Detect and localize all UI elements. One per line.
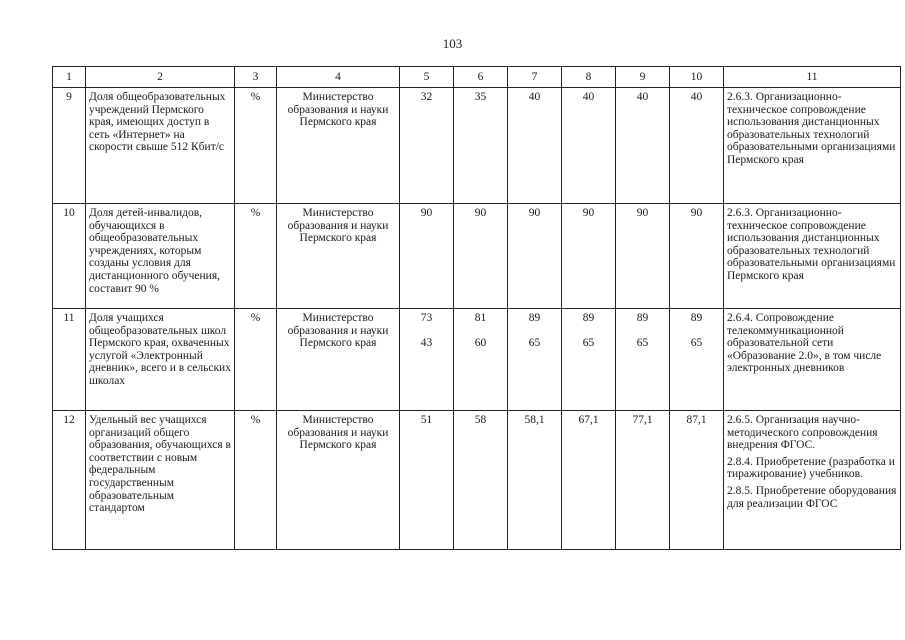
header-cell: 6 (454, 67, 508, 88)
value-rural: 60 (474, 336, 487, 349)
value-cell (400, 88, 454, 204)
table-row (53, 309, 901, 411)
value: 90 (420, 207, 433, 219)
value-cell (508, 88, 562, 204)
unit-cell: % (235, 204, 277, 309)
value: 87,1 (686, 414, 707, 426)
value-cell (670, 411, 724, 550)
value: 90 (690, 207, 703, 219)
value-cell (616, 204, 670, 309)
header-cell: 10 (670, 67, 724, 88)
value-total: 89 (582, 312, 595, 324)
action-text: 2.6.5. Организация научно-методического сопровождения внедрения ФГОС. (727, 414, 878, 452)
indicator-name: Доля учащихся общеобразовательных школ Пермского края, охваченных услугой «Электронный дневник», всего и в сельских школах (86, 309, 235, 411)
action-text: 2.8.5. Приобретение оборудования для реализации ФГОС (727, 484, 897, 510)
unit-cell: % (235, 309, 277, 411)
action-text: 2.6.4. Сопровождение телекоммуникационной образовательной сети «Образование 2.0», в том числе электронных дневников (727, 312, 882, 375)
action-cell (724, 411, 901, 550)
header-cell: 3 (235, 67, 277, 88)
value: 40 (582, 91, 595, 103)
row-number: 12 (53, 411, 86, 550)
header-cell: 4 (277, 67, 400, 88)
value-rural: 65 (528, 336, 541, 349)
action-text: 2.6.3. Организационно-техническое сопровождение использования дистанционных образовательных технологий образовательными организациями Пермского края (727, 207, 896, 282)
header-cell: 5 (400, 67, 454, 88)
action-cell (724, 309, 901, 411)
unit-cell: % (235, 411, 277, 550)
header-cell: 7 (508, 67, 562, 88)
value-cell (454, 204, 508, 309)
value-cell (670, 204, 724, 309)
value-cell (562, 88, 616, 204)
value-cell (562, 309, 616, 411)
value-cell (508, 411, 562, 550)
header-cell: 1 (53, 67, 86, 88)
row-number: 9 (53, 88, 86, 204)
table-row (53, 204, 901, 309)
responsible-cell: Министерство образования и науки Пермского края (277, 309, 400, 411)
header-cell: 8 (562, 67, 616, 88)
value: 58,1 (524, 414, 545, 426)
responsible-cell: Министерство образования и науки Пермского края (277, 88, 400, 204)
value-cell (670, 88, 724, 204)
row-number: 10 (53, 204, 86, 309)
indicator-name: Доля общеобразовательных учреждений Пермского края, имеющих доступ в сеть «Интернет» на скорости свыше 512 Кбит/с (86, 88, 235, 204)
value-rural: 65 (690, 336, 703, 349)
indicator-name: Удельный вес учащихся организаций общего образования, обучающихся в соответствии с новым федеральным государственным образовательным стандартом (86, 411, 235, 550)
header-cell: 11 (724, 67, 901, 88)
action-cell (724, 88, 901, 204)
value: 77,1 (632, 414, 653, 426)
value-cell (454, 411, 508, 550)
table-row (53, 411, 901, 550)
value-cell (400, 411, 454, 550)
indicators-table (52, 66, 901, 550)
value-cell (616, 88, 670, 204)
table-row (53, 88, 901, 204)
value-cell (400, 309, 454, 411)
value-cell (562, 204, 616, 309)
value-cell (562, 411, 616, 550)
value-cell (454, 88, 508, 204)
value-rural: 65 (582, 336, 595, 349)
value-cell (616, 411, 670, 550)
page-number: 103 (442, 36, 463, 51)
value: 90 (474, 207, 487, 219)
value: 35 (474, 91, 487, 103)
value: 40 (528, 91, 541, 103)
header-cell: 9 (616, 67, 670, 88)
value-cell (454, 309, 508, 411)
value: 40 (690, 91, 703, 103)
value: 32 (420, 91, 433, 103)
value-cell (400, 204, 454, 309)
value-cell (508, 309, 562, 411)
value: 51 (420, 414, 433, 426)
value-total: 73 (420, 312, 433, 324)
value-cell (670, 309, 724, 411)
value-cell (508, 204, 562, 309)
value-rural: 43 (420, 336, 433, 349)
header-cell: 2 (86, 67, 235, 88)
action-text: 2.8.4. Приобретение (разработка и тиражирование) учебников. (727, 455, 895, 481)
value-total: 81 (474, 312, 487, 324)
value: 40 (636, 91, 649, 103)
value-cell (616, 309, 670, 411)
action-text: 2.6.3. Организационно-техническое сопровождение использования дистанционных образовательных технологий образовательными организациями Пермского края (727, 91, 896, 166)
value-total: 89 (690, 312, 703, 324)
value: 90 (636, 207, 649, 219)
row-number: 11 (53, 309, 86, 411)
header-row (53, 67, 901, 88)
action-cell (724, 204, 901, 309)
value-total: 89 (528, 312, 541, 324)
value-rural: 65 (636, 336, 649, 349)
indicator-name: Доля детей-инвалидов, обучающихся в общеобразовательных учреждениях, которым созданы условия для дистанционного обучения, составит 90 % (86, 204, 235, 309)
responsible-cell: Министерство образования и науки Пермского края (277, 411, 400, 550)
value: 90 (582, 207, 595, 219)
value: 67,1 (578, 414, 599, 426)
responsible-cell: Министерство образования и науки Пермского края (277, 204, 400, 309)
value: 58 (474, 414, 487, 426)
unit-cell: % (235, 88, 277, 204)
value: 90 (528, 207, 541, 219)
value-total: 89 (636, 312, 649, 324)
